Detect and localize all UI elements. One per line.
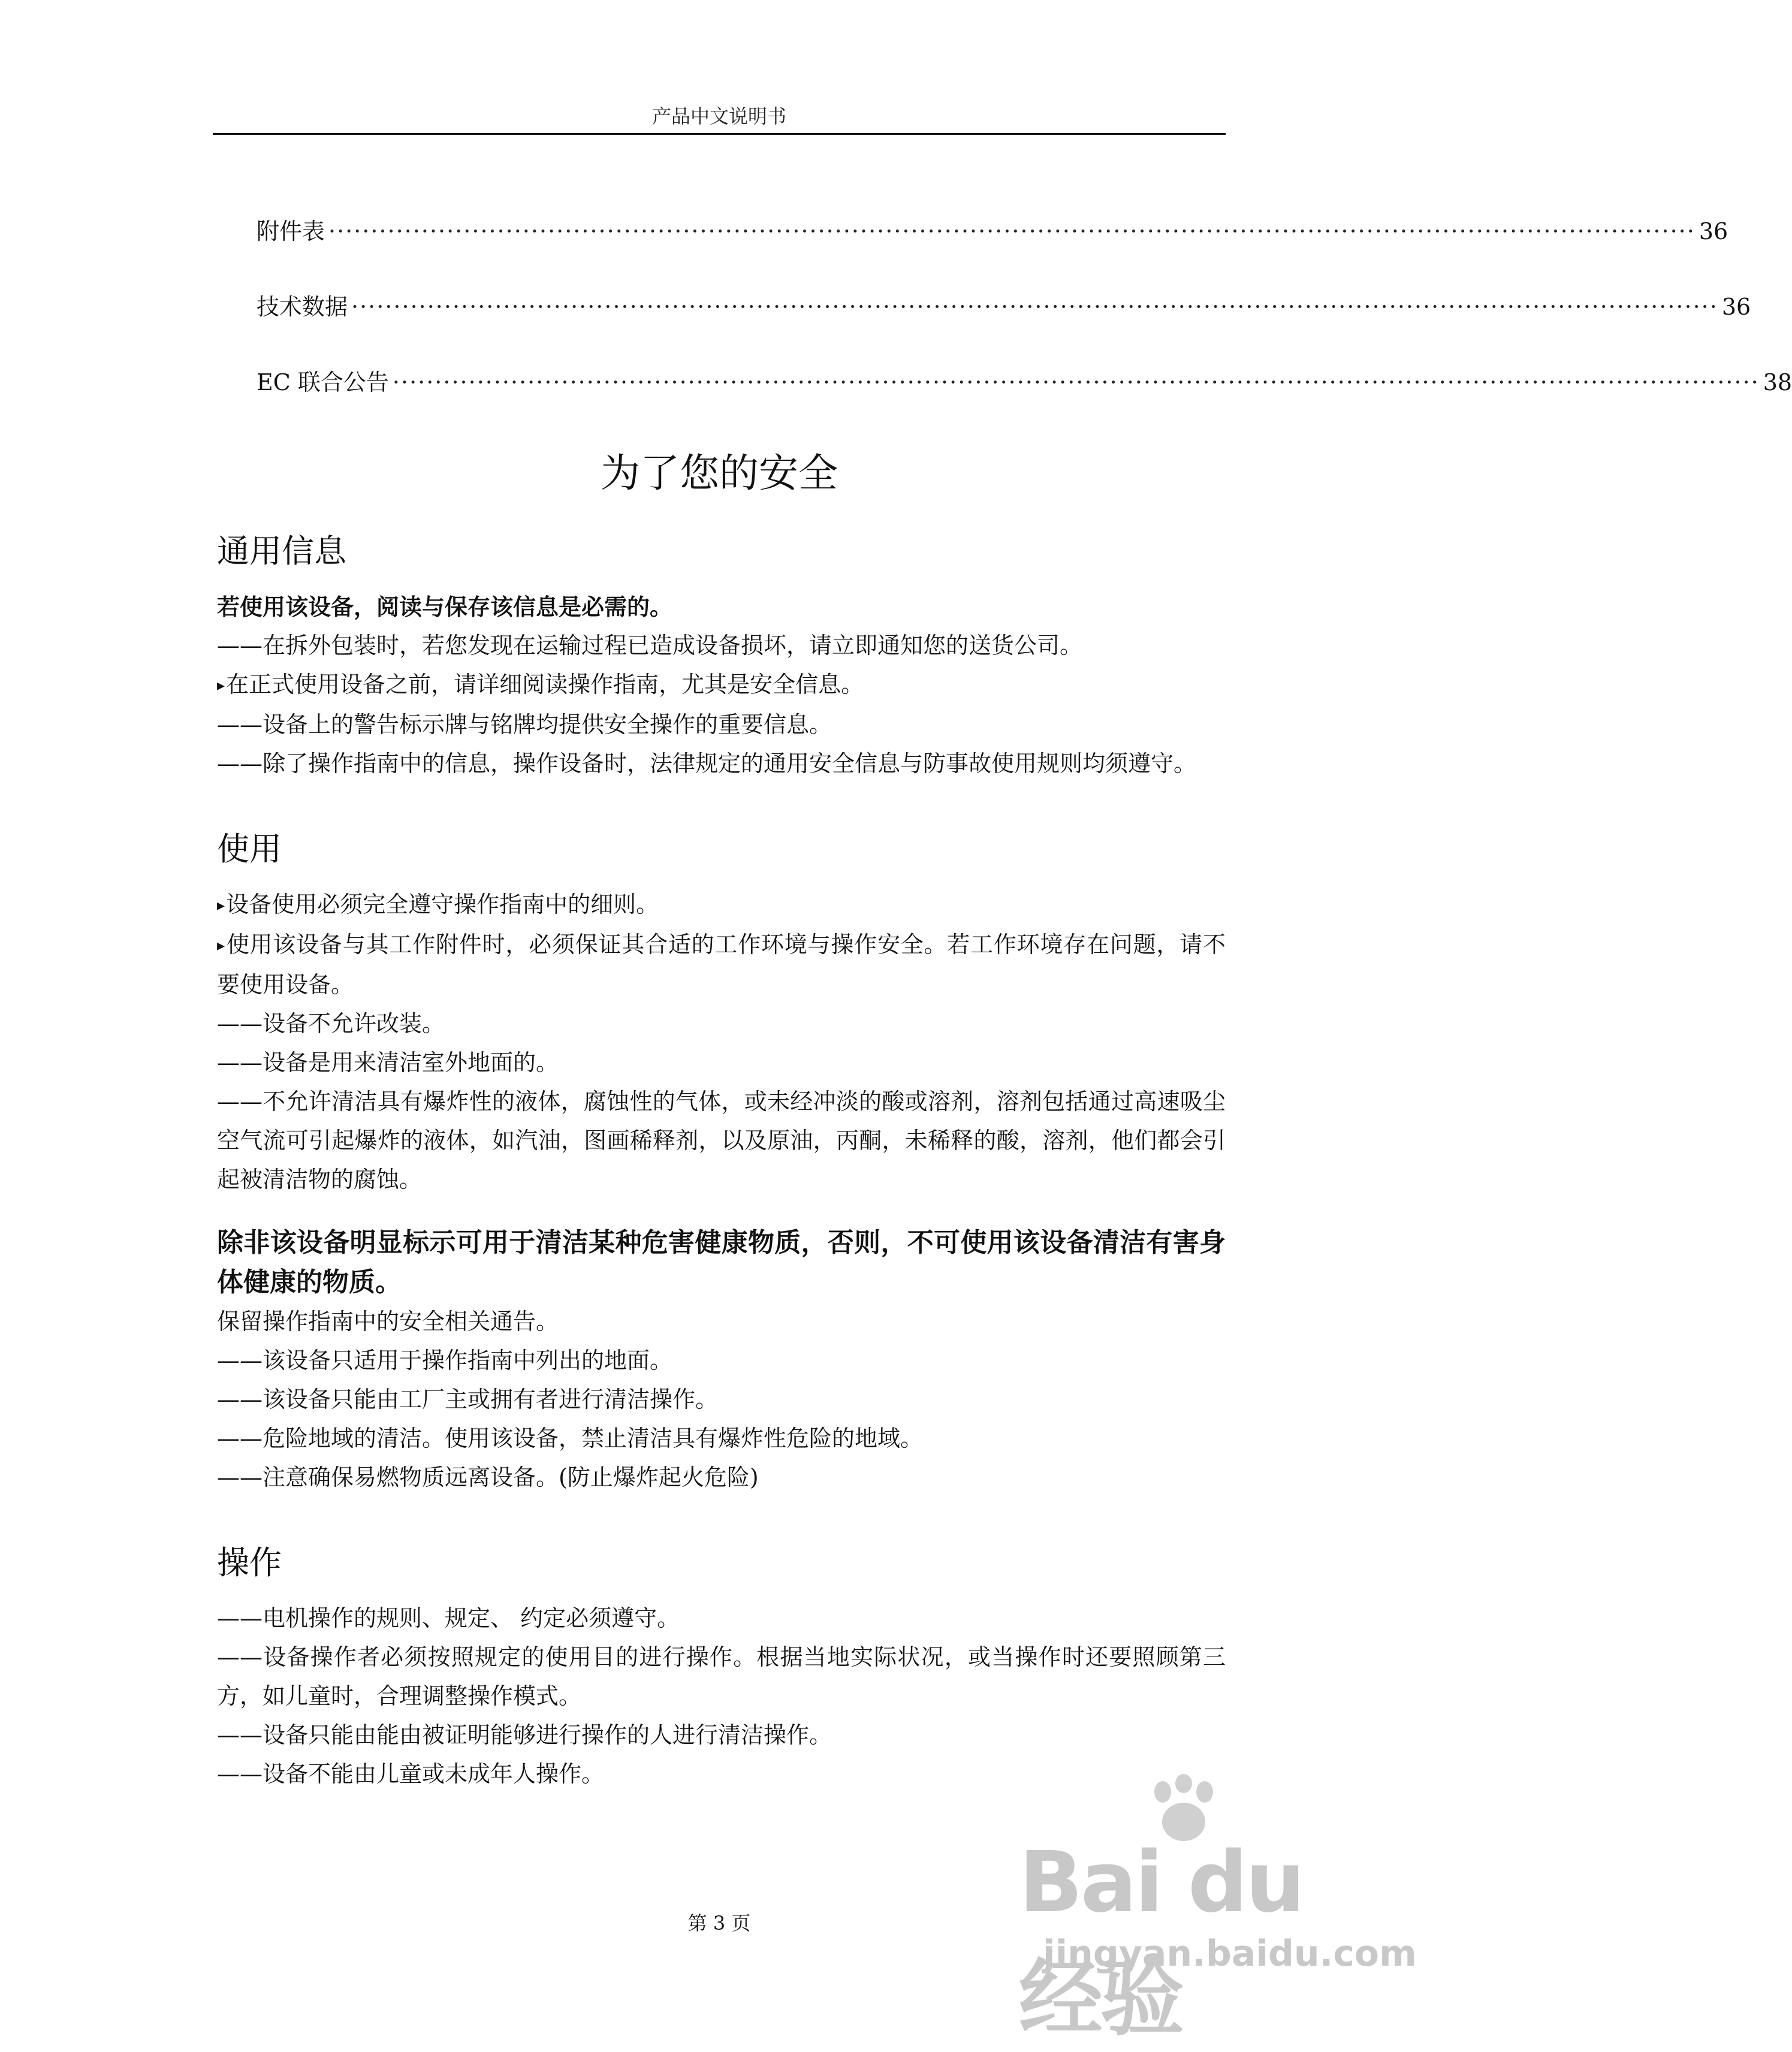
paragraph [217,744,1226,783]
paragraph-text: 设备使用必须完全遵守操作指南中的细则。 [226,891,659,918]
toc-entry-label: 附件表 [257,218,325,245]
toc-leader-dots: ·································································································································································· [351,294,1718,320]
bullet-dash: —— [217,632,263,659]
paragraph [217,1638,1226,1716]
main-title: 为了您的安全 [601,450,838,496]
watermark-brand: Bai du 经验 [1019,1834,1303,2048]
paragraph-text: 保留操作指南中的安全相关通告。 [217,1308,559,1335]
page-header: 产品中文说明书 [651,105,786,128]
paragraph [217,1458,1226,1497]
bullet-dash: —— [217,1386,263,1413]
toc-entry[interactable] [257,291,1751,367]
section-usage [217,825,1226,1497]
section-operation [217,1539,1226,1794]
paragraph-text: 设备不允许改装。 [263,1010,445,1037]
document-body [217,527,1226,1836]
bullet-dash: —— [217,1425,263,1452]
bullet-dash: —— [217,1347,263,1374]
bullet-dash: —— [217,750,263,777]
paragraph-text: 使用该设备与其工作附件时，必须保证其合适的工作环境与操作安全。若工作环境存在问题，请不要使用设备。 [217,931,1226,998]
paragraph-text: 危险地域的清洁。使用该设备，禁止清洁具有爆炸性危险的地域。 [263,1425,924,1452]
bullet-arrow-icon: ▸ [217,897,225,915]
toc-leader-dots: ·································································································································································· [328,218,1696,245]
paragraph-text: 在拆外包装时，若您发现在运输过程已造成设备损坏，请立即通知您的送货公司。 [263,632,1083,659]
paragraph-text: 设备不能由儿童或未成年人操作。 [263,1761,605,1787]
bullet-dash: —— [217,1722,263,1748]
paragraph [217,1043,1226,1082]
paragraph-text: 不允许清洁具有爆炸性的液体，腐蚀性的气体，或未经冲淡的酸或溶剂，溶剂包括通过高速吸尘空气流可引起爆炸的液体，如汽油，图画稀释剂，以及原油，丙酮，未稀释的酸，溶剂，他们都会引起被清洁物的腐蚀。 [217,1088,1226,1193]
section-general [217,527,1226,783]
watermark-url: jingyan.baidu.com [1043,1933,1417,1975]
bullet-dash: —— [217,1464,263,1490]
paragraph [217,885,1226,925]
table-of-contents [257,216,1792,442]
baidu-watermark [1007,1774,1417,2048]
section-heading: 使用 [217,830,282,868]
paragraph [217,1004,1226,1043]
paragraph-text: 该设备只能由工厂主或拥有者进行清洁操作。 [263,1386,719,1413]
bullet-arrow-icon: ▸ [217,677,225,695]
paragraph [217,925,1226,1004]
paragraph [217,1716,1226,1755]
paragraph [217,705,1226,744]
section-heading: 通用信息 [217,532,346,570]
toc-entry-label: EC 联合公告 [257,369,389,396]
paragraph-text: 设备只能由能由被证明能够进行操作的人进行清洁操作。 [263,1722,832,1748]
paragraph [217,1419,1226,1458]
paragraph-text: 该设备只适用于操作指南中列出的地面。 [263,1347,673,1374]
toc-entry[interactable] [257,216,1728,291]
paragraph-text: 设备上的警告标示牌与铭牌均提供安全操作的重要信息。 [263,711,832,738]
bullet-dash: —— [217,1605,263,1631]
bullet-dash: —— [217,1761,263,1787]
paragraph-text: 设备是用来清洁室外地面的。 [263,1049,559,1076]
toc-entry-page: 36 [1721,294,1751,320]
toc-entry[interactable] [257,367,1792,442]
bullet-dash: —— [217,711,263,738]
paragraph [217,1341,1226,1380]
section-heading: 操作 [217,1544,282,1582]
paragraph [217,1082,1226,1199]
paragraph [217,1302,1226,1341]
paragraph-text: 注意确保易燃物质远离设备。(防止爆炸起火危险) [263,1464,759,1490]
paragraph-text: 设备操作者必须按照规定的使用目的进行操作。根据当地实际状况，或当操作时还要照顾第三方，如儿童时，合理调整操作模式。 [217,1644,1226,1709]
bullet-dash: —— [217,1644,263,1670]
health-warning: 除非该设备明显标示可用于清洁某种危害健康物质，否则，不可使用该设备清洁有害身体健康的物质。 [217,1227,1226,1297]
paragraph [217,626,1226,665]
toc-entry-label: 技术数据 [257,294,348,320]
header-rule [213,133,1226,135]
toc-entry-page: 38 [1763,369,1792,396]
toc-leader-dots: ·································································································································································· [392,369,1760,396]
bullet-dash: —— [217,1049,263,1076]
paragraph [217,1380,1226,1419]
bullet-arrow-icon: ▸ [217,937,225,955]
paragraph-text: 在正式使用设备之前，请详细阅读操作指南，尤其是安全信息。 [226,671,864,698]
toc-entry-page: 36 [1699,218,1728,245]
section-lead: 若使用该设备，阅读与保存该信息是必需的。 [217,593,673,620]
paragraph-text: 除了操作指南中的信息，操作设备时，法律规定的通用安全信息与防事故使用规则均须遵守。 [263,750,1197,777]
paragraph [217,665,1226,705]
paragraph [217,1599,1226,1638]
bullet-dash: —— [217,1088,263,1115]
bullet-dash: —— [217,1010,263,1037]
page-number: 第 3 页 [687,1912,751,1935]
paragraph-text: 电机操作的规则、规定、 约定必须遵守。 [263,1605,680,1631]
